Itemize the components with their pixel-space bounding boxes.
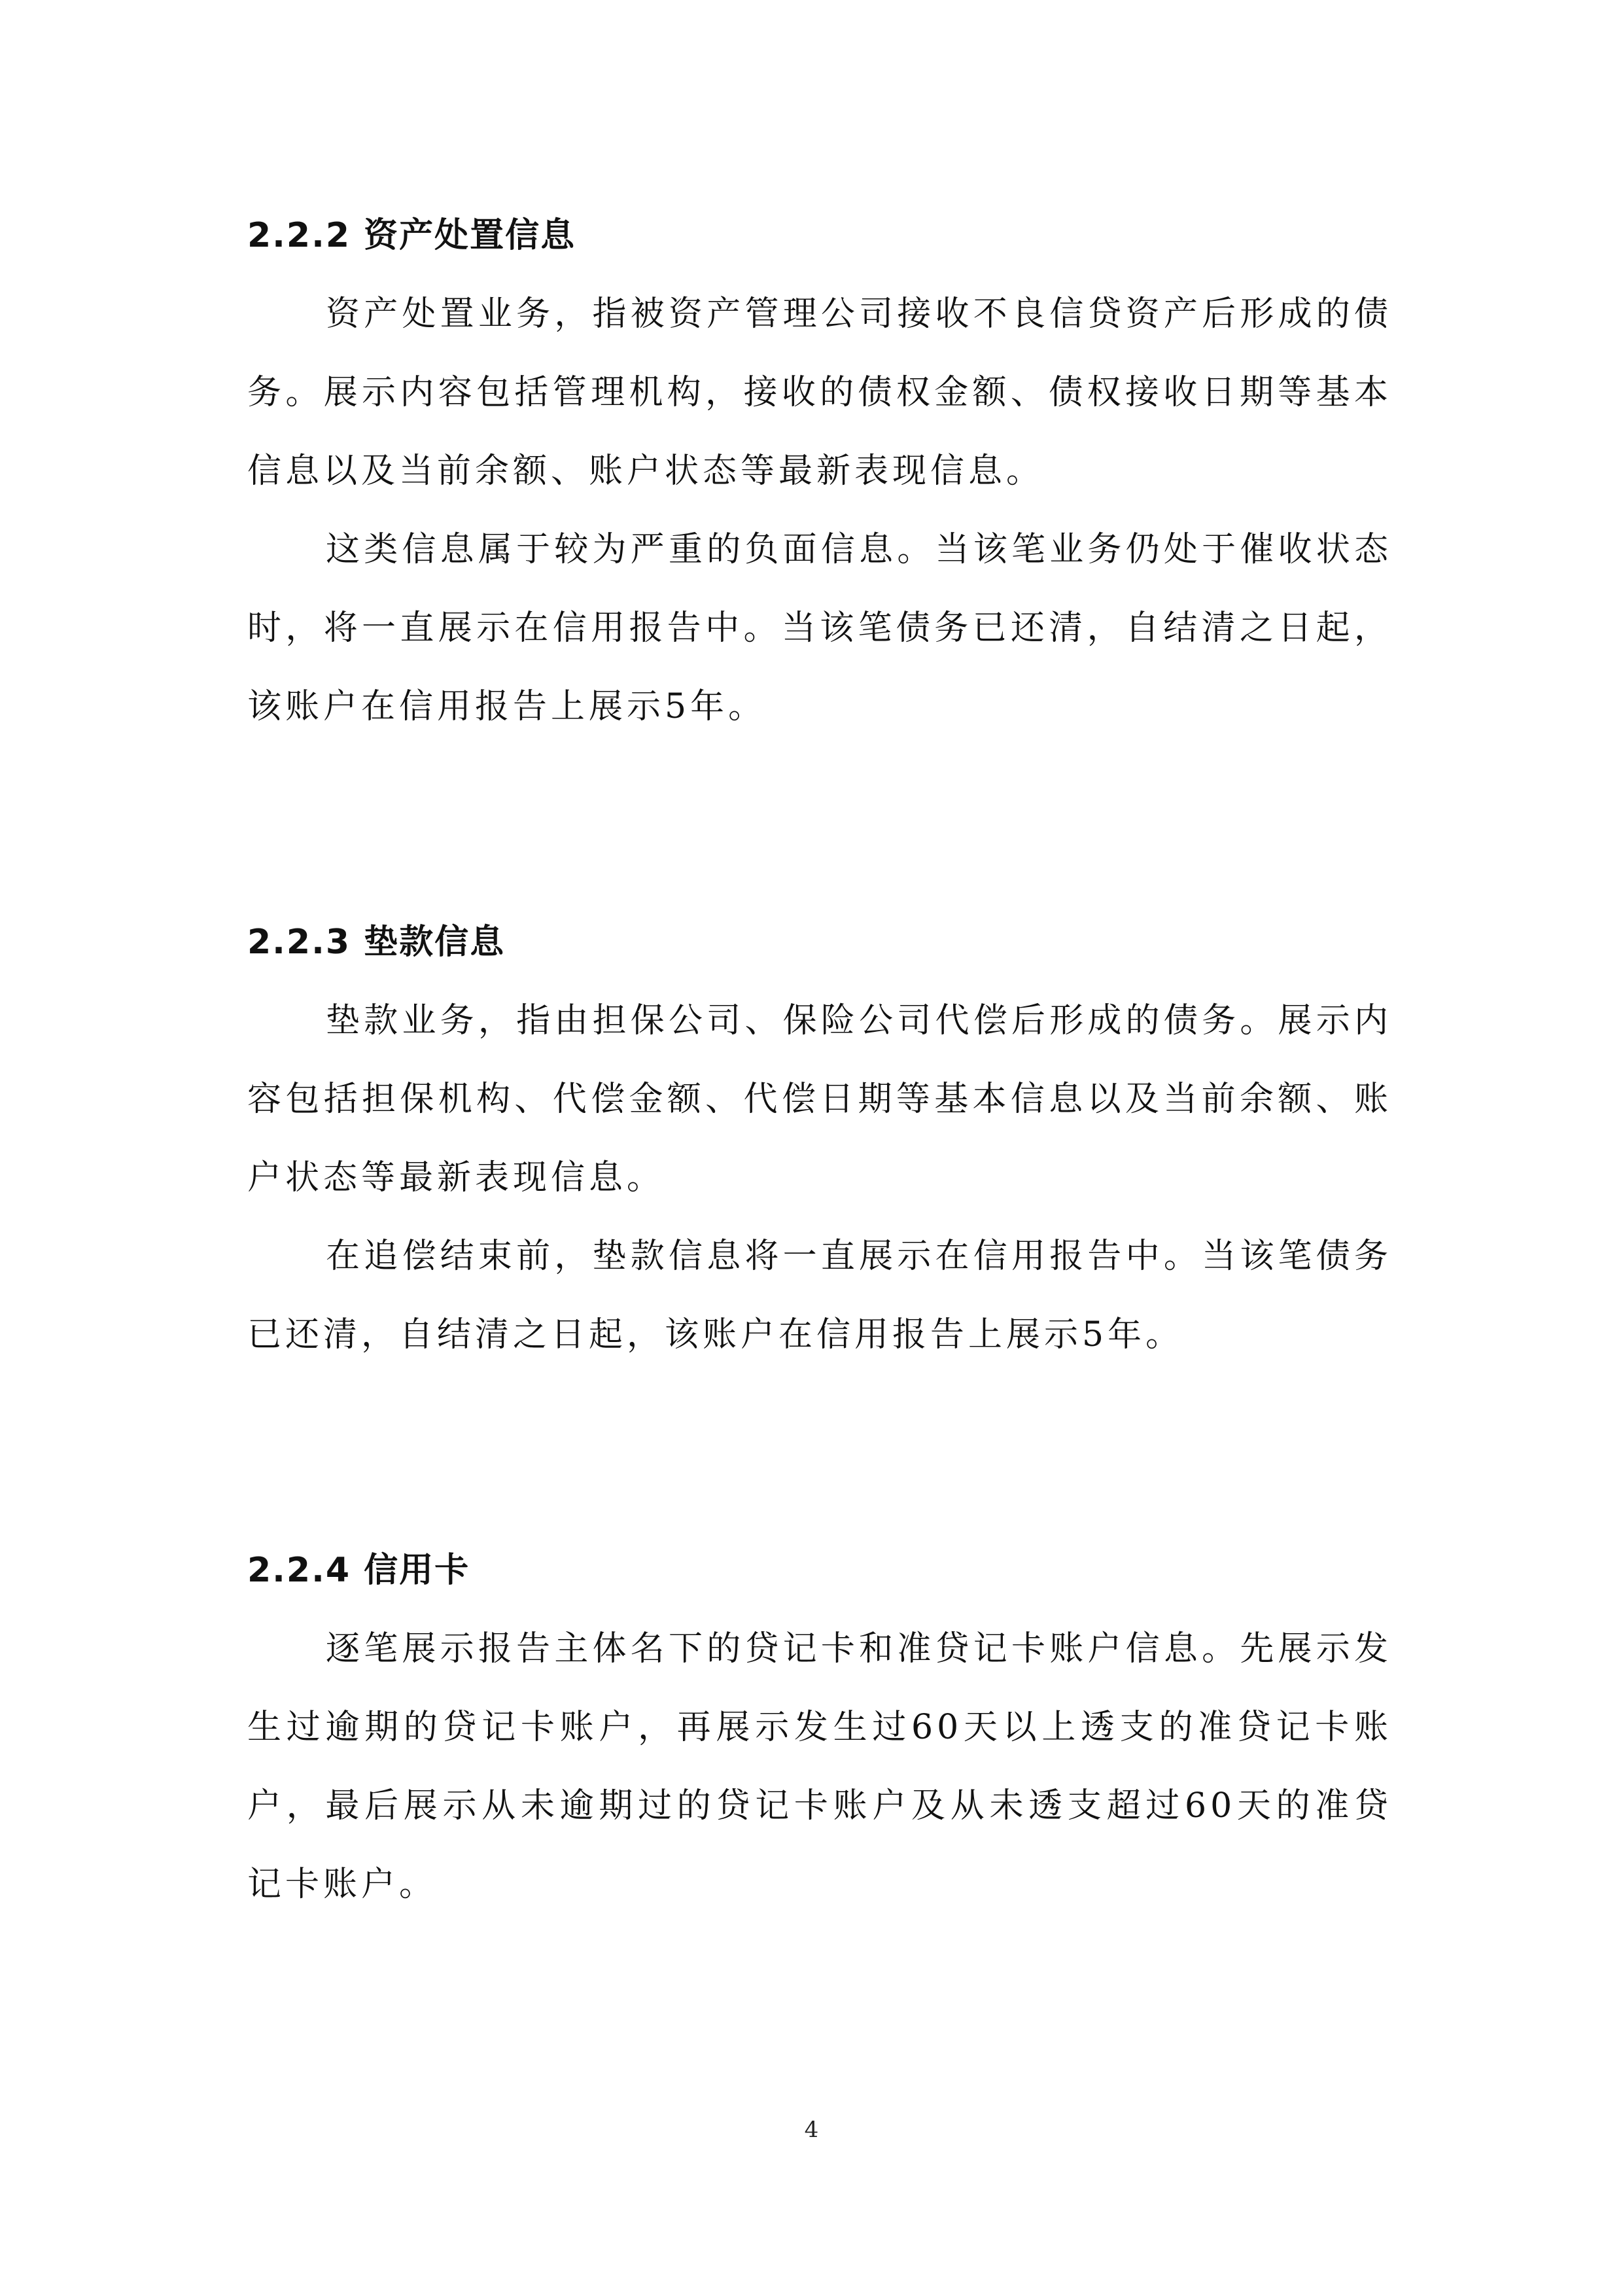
paragraph: 垫款业务，指由担保公司、保险公司代偿后形成的债务。展示内容包括担保机构、代偿金额、代偿日期等基本信息以及当前余额、账户状态等最新表现信息。 bbox=[247, 1001, 1392, 1197]
section-heading: 2.2.4 信用卡 bbox=[247, 1551, 470, 1590]
section-spacer bbox=[247, 1374, 1392, 1531]
paragraph: 逐笔展示报告主体名下的贷记卡和准贷记卡账户信息。先展示发生过逾期的贷记卡账户，再展示发生过60天以上透支的准贷记卡账户，最后展示从未逾期过的贷记卡账户及从未透支超过60天的准贷记卡账户。 bbox=[247, 1629, 1392, 1904]
paragraph: 这类信息属于较为严重的负面信息。当该笔业务仍处于催收状态时，将一直展示在信用报告中。当该笔债务已还清，自结清之日起，该账户在信用报告上展示5年。 bbox=[247, 530, 1392, 726]
section-asset-disposal bbox=[247, 196, 1392, 746]
section-heading: 2.2.2 资产处置信息 bbox=[247, 216, 576, 255]
page-number: 4 bbox=[804, 2117, 819, 2143]
section-heading: 2.2.3 垫款信息 bbox=[247, 923, 506, 962]
paragraph: 资产处置业务，指被资产管理公司接收不良信贷资产后形成的债务。展示内容包括管理机构，接收的债权金额、债权接收日期等基本信息以及当前余额、账户状态等最新表现信息。 bbox=[247, 294, 1392, 491]
section-spacer bbox=[247, 746, 1392, 903]
section-advance-payment bbox=[247, 903, 1392, 1374]
section-credit-card bbox=[247, 1531, 1392, 1924]
document-body bbox=[247, 196, 1392, 1924]
paragraph: 在追偿结束前，垫款信息将一直展示在信用报告中。当该笔债务已还清，自结清之日起，该账户在信用报告上展示5年。 bbox=[247, 1237, 1392, 1354]
